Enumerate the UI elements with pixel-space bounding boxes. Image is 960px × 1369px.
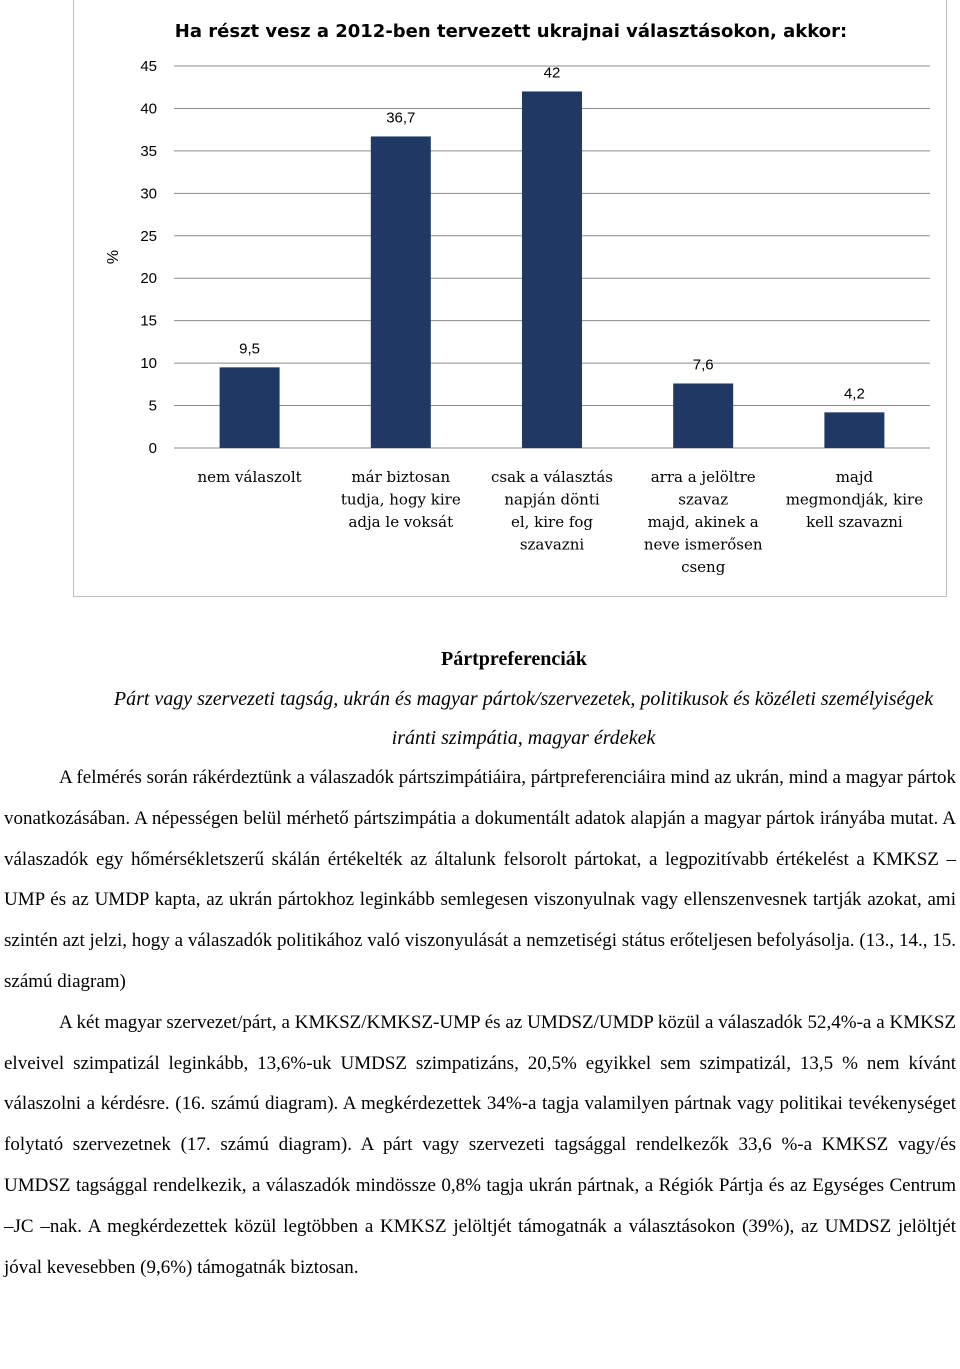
bar bbox=[824, 412, 884, 448]
x-tick-label: már biztosan bbox=[351, 468, 451, 486]
document-body bbox=[0, 648, 960, 1288]
x-tick-label: napján dönti bbox=[504, 490, 600, 509]
x-tick-label: majd bbox=[835, 468, 874, 486]
x-tick-label: szavaz bbox=[678, 490, 729, 509]
x-tick-label: tudja, hogy kire bbox=[340, 490, 461, 509]
data-label: 7,6 bbox=[692, 356, 714, 374]
bar bbox=[673, 383, 733, 448]
data-label: 42 bbox=[543, 64, 561, 82]
y-tick-label: 10 bbox=[140, 355, 157, 373]
bar bbox=[220, 367, 280, 448]
y-tick-label: 40 bbox=[140, 100, 157, 118]
chart-frame bbox=[73, 0, 947, 597]
x-tick-label: nem válaszolt bbox=[197, 468, 302, 486]
section-heading: Pártpreferenciák bbox=[441, 648, 587, 670]
data-label: 4,2 bbox=[843, 385, 865, 403]
x-tick-label: cseng bbox=[681, 558, 726, 576]
y-tick-label: 15 bbox=[140, 312, 157, 330]
bar bbox=[522, 91, 582, 448]
x-tick-label: el, kire fog bbox=[510, 513, 594, 531]
y-axis-label: % bbox=[105, 249, 122, 265]
y-tick-label: 0 bbox=[148, 440, 157, 457]
x-tick-label: csak a választás bbox=[490, 468, 614, 486]
y-tick-label: 25 bbox=[140, 227, 157, 245]
data-label: 36,7 bbox=[386, 109, 416, 127]
x-tick-label: adja le voksát bbox=[348, 513, 454, 531]
chart-title: Ha részt vesz a 2012-ben tervezett ukrajnai választásokon, akkor: bbox=[174, 21, 848, 42]
bar bbox=[371, 136, 431, 448]
paragraph-1: A felmérés során rákérdeztünk a válaszadók pártszimpátiáira, pártpreferenciáira mind az ukrán, mind a magyar pártok vonatkozásában. A népességen belül mérhető pártszimpátia a dokumentált adatok alapján a magyar pártok irányába mutat. A válaszadók egy hőmérsékletszerű skálán értékelték az általunk felsorolt pártokat, a legpozitívabb értékelést a KMKSZ – UMP és az UMDP kapta, az ukrán pártokhoz leginkább semlegesen viszonyulnak vagy ellenszenvesnek tartják azokat, ami szintén azt jelzi, hogy a válaszadók politikához való viszonyulását a nemzetiségi státus erőteljesen befolyásolja. (13., 14., 15. számú diagram) bbox=[4, 767, 956, 992]
y-tick-label: 30 bbox=[140, 185, 157, 203]
section-subtitle: Párt vagy szervezeti tagság, ukrán és magyar pártok/szervezetek, politikusok és közéleti személyiségek iránti szimpátia, magyar érdekek bbox=[113, 688, 934, 749]
y-tick-label: 45 bbox=[140, 58, 157, 75]
data-label: 9,5 bbox=[239, 340, 261, 358]
y-tick-label: 20 bbox=[140, 270, 157, 288]
x-tick-label: arra a jelöltre bbox=[650, 468, 756, 486]
paragraph-2: A két magyar szervezet/párt, a KMKSZ/KMKSZ-UMP és az UMDSZ/UMDP közül a válaszadók 52,4%-a a KMKSZ elveivel szimpatizál leginkább, 13,6%-uk UMDSZ szimpatizáns, 20,5% egyikkel sem szimpatizál, 13,5 % nem kívánt válaszolni a kérdésre. (16. számú diagram). A megkérdezettek 34%-a tagja valamilyen pártnak vagy politikai tevékenységet folytató szervezetnek (17. számú diagram). A párt vagy szervezeti tagsággal rendelkezők 33,6 %-a KMKSZ vagy/és UMDSZ tagsággal rendelkezik, a válaszadók mindössze 0,8% tagja ukrán pártnak, a Régiók Pártja és az Egységes Centrum –JC –nak. A megkérdezettek közül legtöbben a KMKSZ jelöltjét támogatnák a választásokon (39%), az UMDSZ jelöltjét jóval kevesebben (9,6%) támogatnák biztosan. bbox=[4, 1011, 956, 1278]
x-tick-label: neve ismerősen bbox=[643, 535, 763, 554]
y-tick-label: 35 bbox=[140, 142, 157, 160]
x-tick-label: majd, akinek a bbox=[647, 513, 759, 531]
x-tick-label: kell szavazni bbox=[806, 513, 903, 531]
y-tick-label: 5 bbox=[148, 397, 157, 415]
bar-chart bbox=[74, 0, 948, 597]
x-tick-label: megmondják, kire bbox=[785, 490, 924, 509]
x-tick-label: szavazni bbox=[519, 535, 585, 554]
